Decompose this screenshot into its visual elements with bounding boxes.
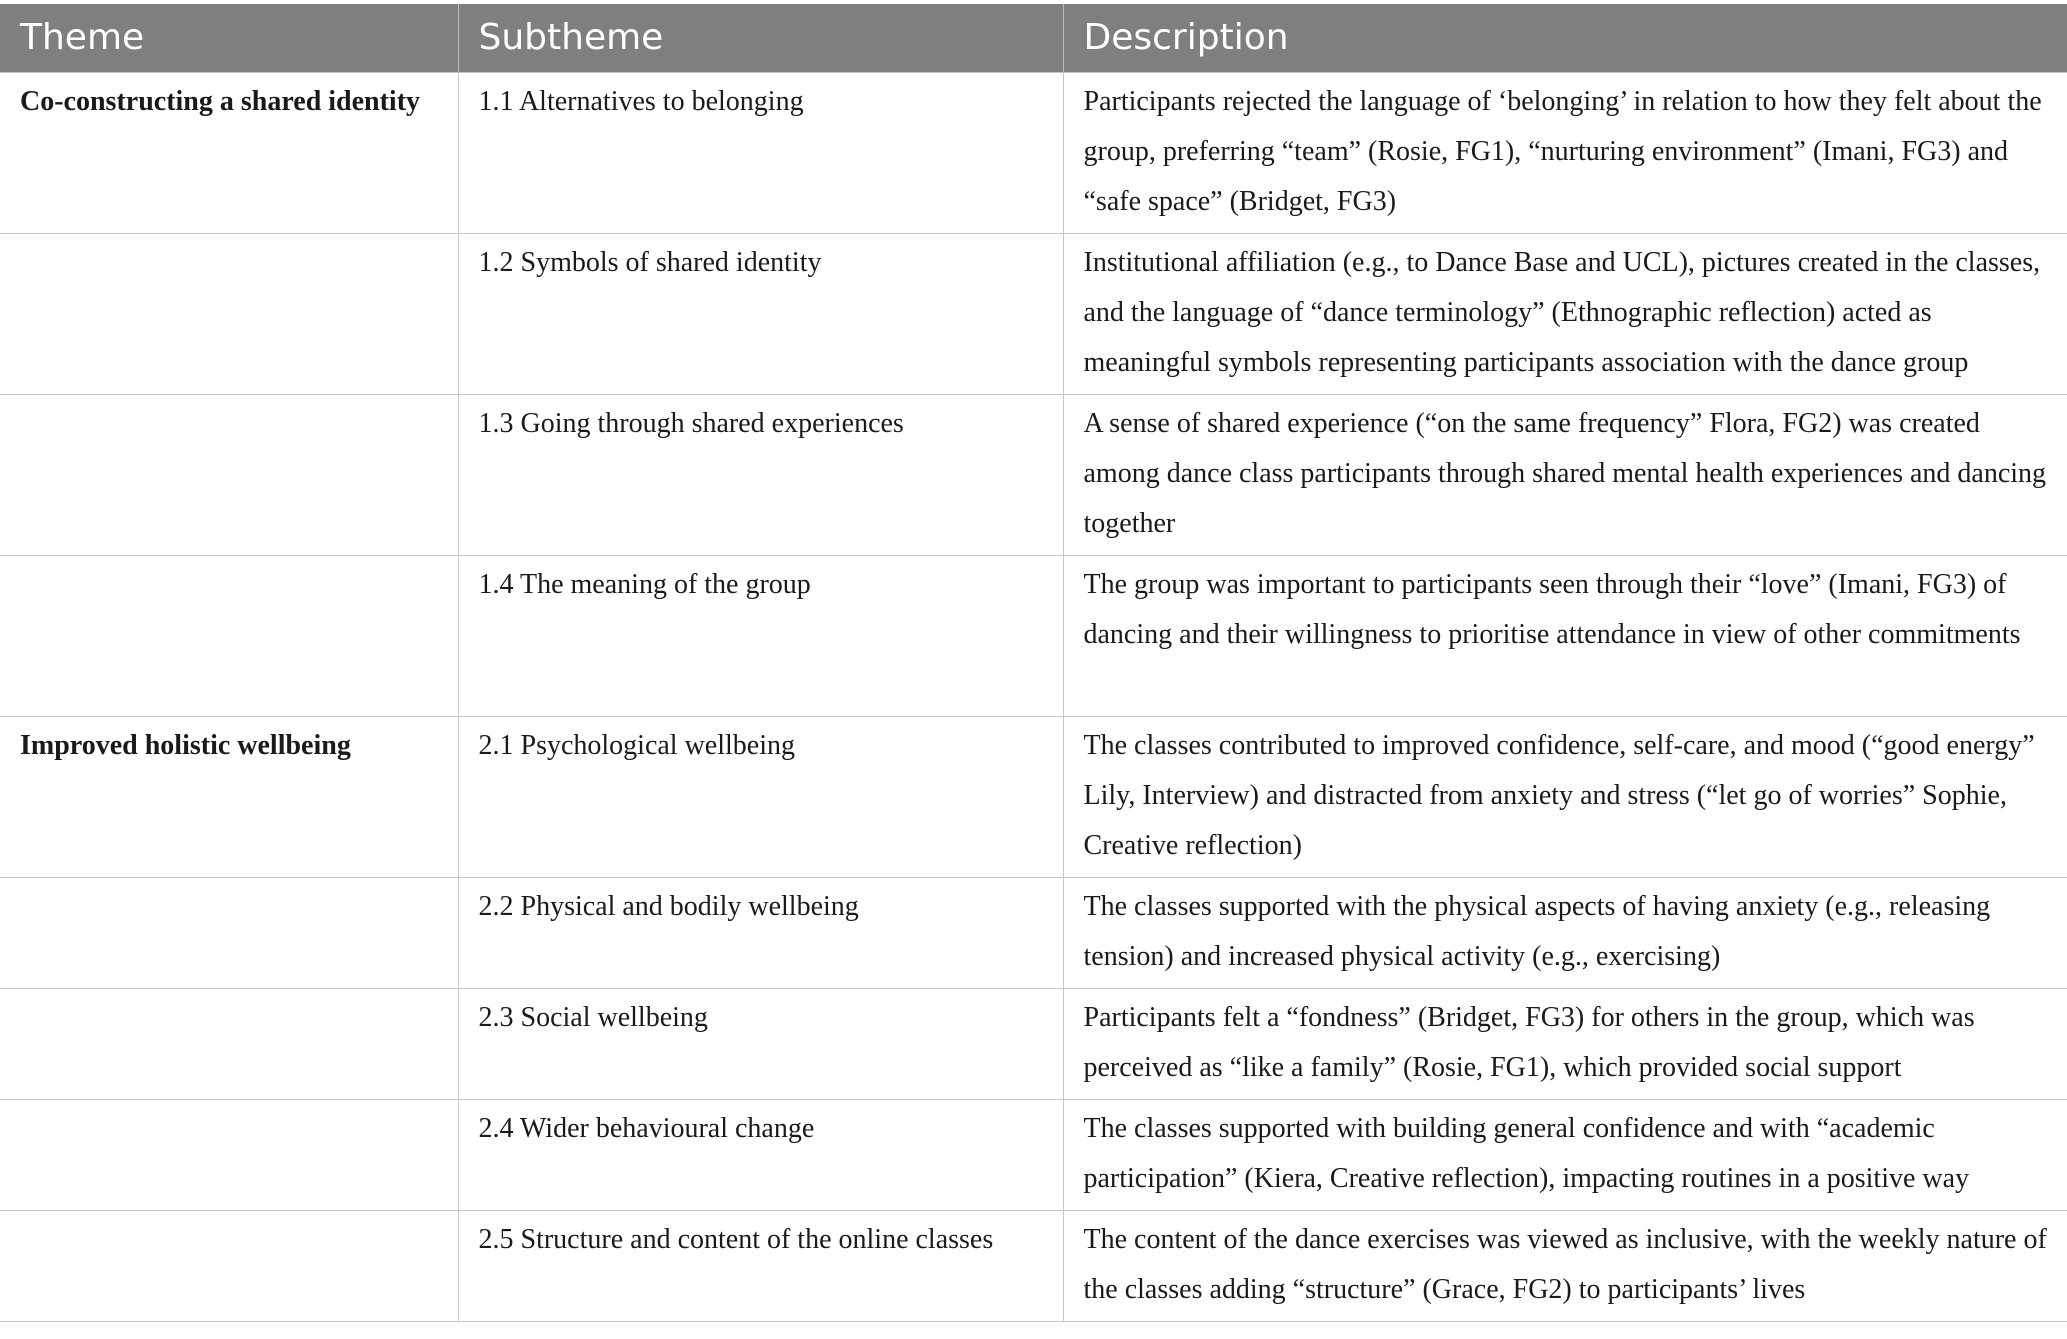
table-row [0,716,2067,877]
description-cell: The classes supported with the physical aspects of having anxiety (e.g., releasing tension) and increased physical activity (e.g., exercising) [1063,877,2067,988]
description-cell: Participants felt a “fondness” (Bridget, FG3) for others in the group, which was perceived as “like a family” (Rosie, FG1), which provided social support [1063,988,2067,1099]
theme-cell: Improved holistic wellbeing [0,716,458,877]
theme-cell [0,394,458,555]
subtheme-cell: 2.1 Psychological wellbeing [458,716,1063,877]
subtheme-cell: 2.4 Wider behavioural change [458,1099,1063,1210]
header-theme: Theme [0,4,458,72]
theme-cell [0,988,458,1099]
table-row [0,988,2067,1099]
header-description: Description [1063,4,2067,72]
subtheme-cell: 2.3 Social wellbeing [458,988,1063,1099]
theme-cell [0,1210,458,1321]
theme-cell [0,233,458,394]
table-row [0,555,2067,716]
description-cell: Participants rejected the language of ‘belonging’ in relation to how they felt about the group, preferring “team” (Rosie, FG1), “nurturing environment” (Imani, FG3) and “safe space” (Bridget, FG3) [1063,72,2067,233]
subtheme-cell: 1.4 The meaning of the group [458,555,1063,716]
subtheme-cell: 1.1 Alternatives to belonging [458,72,1063,233]
table-row [0,877,2067,988]
table-header-row [0,4,2067,72]
theme-cell [0,1099,458,1210]
table-row [0,233,2067,394]
subtheme-cell: 1.3 Going through shared experiences [458,394,1063,555]
theme-cell: Co-constructing a shared identity [0,72,458,233]
table-row [0,72,2067,233]
theme-cell [0,877,458,988]
theme-cell [0,555,458,716]
description-cell: The content of the dance exercises was viewed as inclusive, with the weekly nature of the classes adding “structure” (Grace, FG2) to participants’ lives [1063,1210,2067,1321]
subtheme-cell: 2.5 Structure and content of the online classes [458,1210,1063,1321]
themes-table [0,4,2067,1322]
description-cell: The classes supported with building general confidence and with “academic participation” (Kiera, Creative reflection), impacting routines in a positive way [1063,1099,2067,1210]
description-cell: A sense of shared experience (“on the same frequency” Flora, FG2) was created among dance class participants through shared mental health experiences and dancing together [1063,394,2067,555]
description-cell: Institutional affiliation (e.g., to Dance Base and UCL), pictures created in the classes, and the language of “dance terminology” (Ethnographic reflection) acted as meaningful symbols representing participants association with the dance group [1063,233,2067,394]
description-cell: The classes contributed to improved confidence, self-care, and mood (“good energy” Lily, Interview) and distracted from anxiety and stress (“let go of worries” Sophie, Creative reflection) [1063,716,2067,877]
subtheme-cell: 2.2 Physical and bodily wellbeing [458,877,1063,988]
table-row [0,1210,2067,1321]
table-row [0,394,2067,555]
subtheme-cell: 1.2 Symbols of shared identity [458,233,1063,394]
table-row [0,1099,2067,1210]
header-subtheme: Subtheme [458,4,1063,72]
description-cell: The group was important to participants seen through their “love” (Imani, FG3) of dancing and their willingness to prioritise attendance in view of other commitments [1063,555,2067,716]
